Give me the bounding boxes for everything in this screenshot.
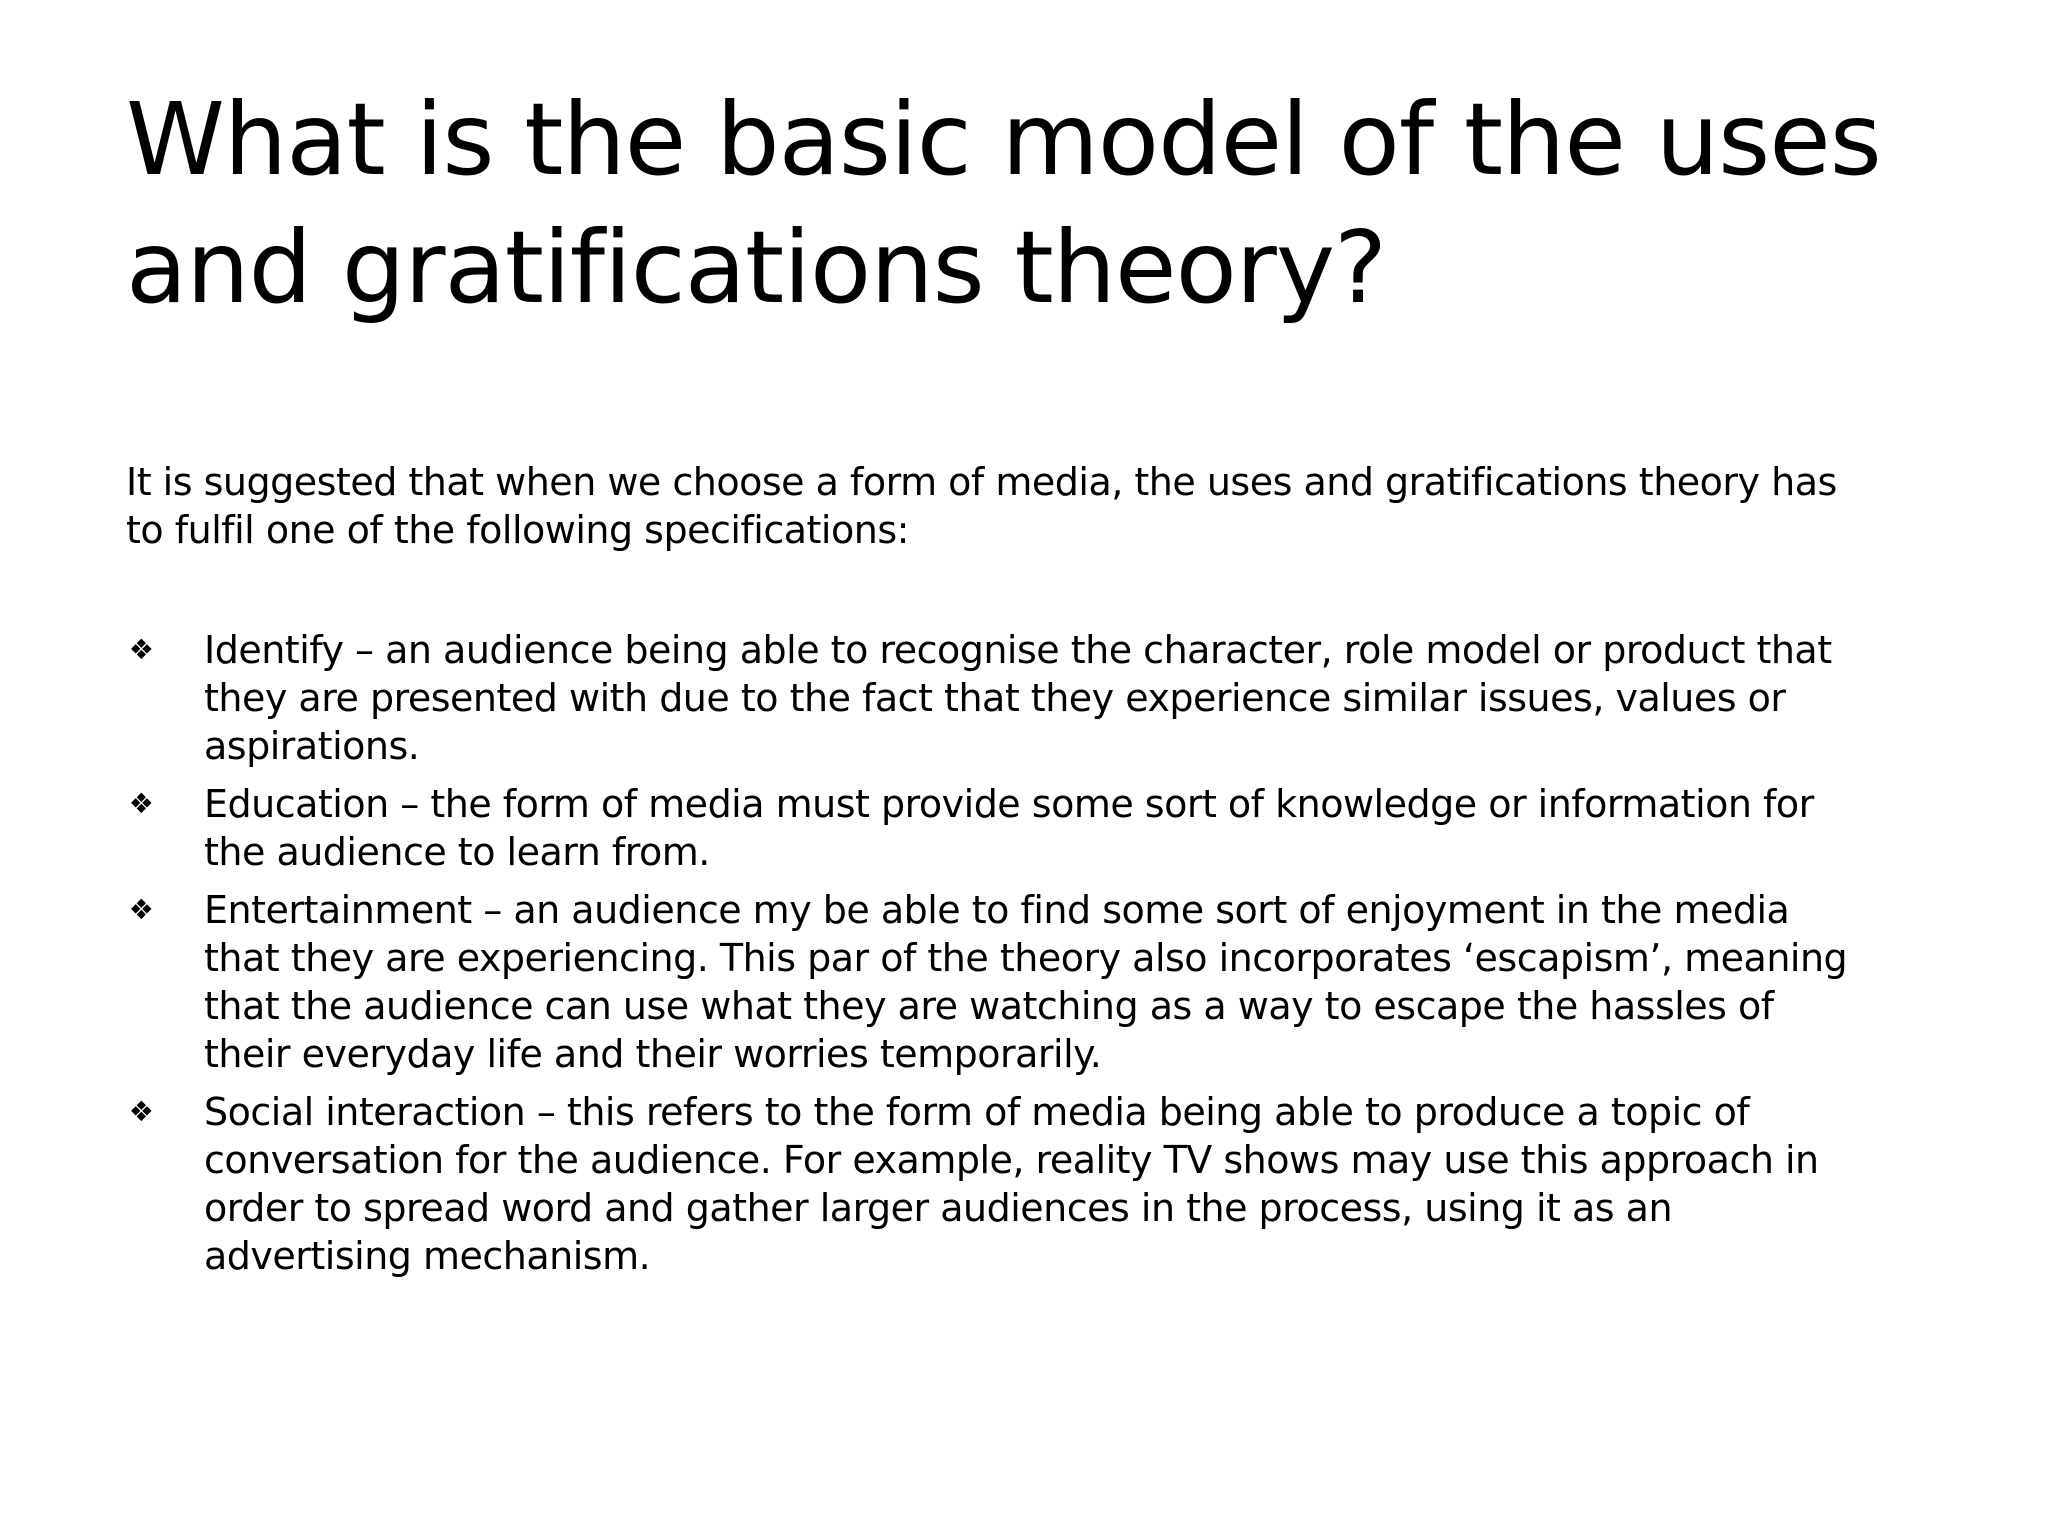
bullet-social-interaction [126,1088,1966,1280]
diamond-bullet-icon: ❖ [128,787,154,820]
bullet-line: the audience to learn from. [204,830,710,874]
bullet-line: they are presented with due to the fact that they experience similar issues, values or [204,676,1786,720]
bullet-line: Social interaction – this refers to the form of media being able to produce a topic of [204,1090,1750,1134]
diamond-bullet-icon: ❖ [128,633,154,666]
bullet-line: Identify – an audience being able to recognise the character, role model or product that [204,628,1832,672]
bullet-line: conversation for the audience. For example, reality TV shows may use this approach in [204,1138,1819,1182]
bullet-line: Education – the form of media must provide some sort of knowledge or information for [204,782,1814,826]
slide-title-line: and gratifications theory? [126,209,1387,326]
intro-line: It is suggested that when we choose a form of media, the uses and gratifications theory has [126,460,1837,504]
diamond-bullet-icon: ❖ [128,1095,154,1128]
bullet-line: their everyday life and their worries temporarily. [204,1032,1102,1076]
slide-title [126,76,1946,332]
diamond-bullet-icon: ❖ [128,893,154,926]
bullet-line: advertising mechanism. [204,1234,651,1278]
bullet-education [126,780,1966,876]
intro-paragraph [126,458,1966,554]
intro-line: to fulfil one of the following specifications: [126,508,909,552]
bullet-entertainment [126,886,1966,1078]
bullet-line: aspirations. [204,724,420,768]
slide-title-line: What is the basic model of the uses [126,81,1881,198]
bullet-line: Entertainment – an audience my be able to find some sort of enjoyment in the media [204,888,1790,932]
bullet-identify [126,626,1966,770]
bullet-line: that they are experiencing. This par of the theory also incorporates ‘escapism’, meaning [204,936,1848,980]
bullet-line: that the audience can use what they are watching as a way to escape the hassles of [204,984,1774,1028]
specifications-list [126,626,1966,1280]
bullet-line: order to spread word and gather larger audiences in the process, using it as an [204,1186,1673,1230]
